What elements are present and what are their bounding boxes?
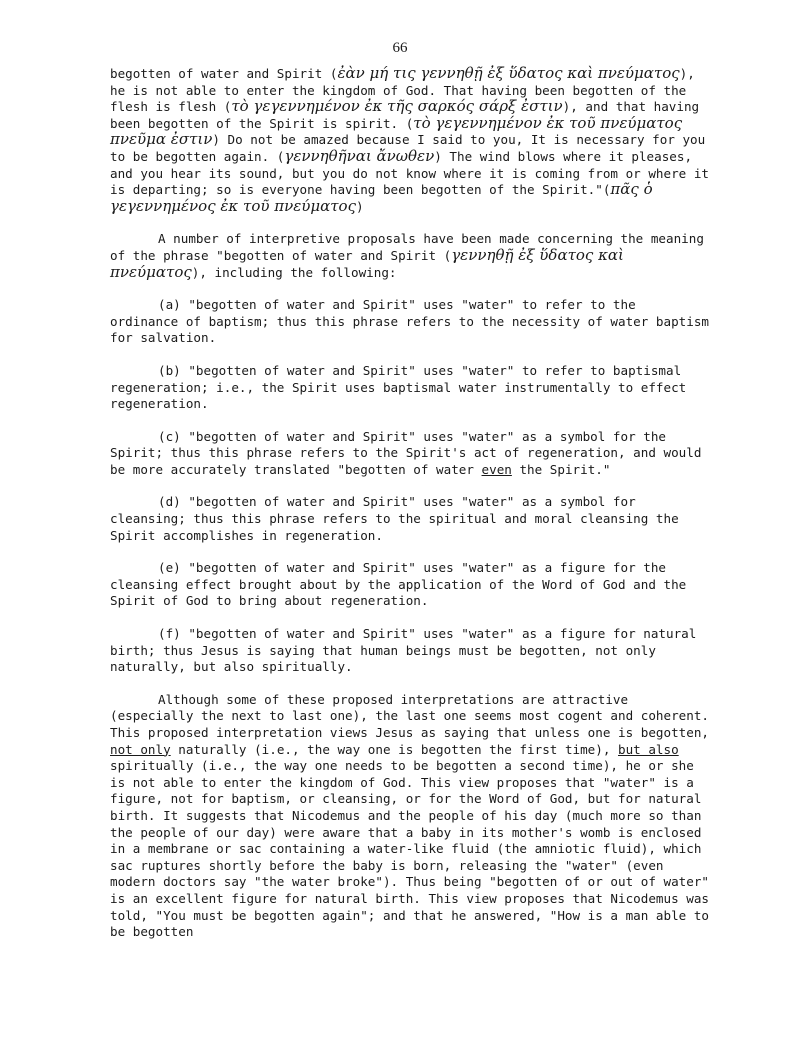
quote-text-4: ) Do not be amazed because I said to you, It is necessary for you to be begotten again. ( xyxy=(110,132,706,164)
quote-text-1: begotten of water and Spirit ( xyxy=(110,66,338,81)
underlined-but-also: but also xyxy=(618,741,679,757)
quote-text-3: ), and that having been begotten of the Spirit is spirit. ( xyxy=(110,99,700,131)
quote-text-2: ), he is not able to enter the kingdom of God. That having been begotten of the flesh is flesh ( xyxy=(110,66,695,115)
greek-phrase-5: πᾶς ὁ γεγεννημένος ἐκ τοῦ πνεύματος xyxy=(110,180,653,215)
proposal-f: (f) "begotten of water and Spirit" uses "water" as a figure for natural birth; thus Jesus is saying that human beings must be begotten, not only naturally, but also spiritually. xyxy=(110,626,697,675)
greek-phrase-2: τὸ γεγεννημένον ἐκ τῆς σαρκός σάρξ ἐστιν xyxy=(231,97,563,116)
proposal-d: (d) "begotten of water and Spirit" uses "water" as a symbol for cleansing; thus this phrase refers to the spiritual and moral cleansing the Spirit accomplishes in regeneration. xyxy=(110,494,679,543)
quotation-paragraph xyxy=(110,66,710,215)
conclusion-text-3: spiritually (i.e., the way one needs to be begotten a second time), he or she is not able to enter the kingdom of God. This view proposes that "water" is a figure, not for baptism, or cleansing, or for the Word of God, but for natural birth. It suggests that Nicodemus and the people of his day (much more so than the people of our day) were aware that a baby in its mother's womb is enclosed in a membrane or sac containing a water-like fluid (the amniotic fluid), which sac ruptures shortly before the baby is born, releasing the "water" (even modern doctors say "the water broke"). Thus being "begotten of or out of water" is an excellent figure for natural birth. This view proposes that Nicodemus was told, "You must be begotten again"; and that he answered, "How is a man able to be begotten xyxy=(110,758,709,940)
conclusion-paragraph xyxy=(110,692,710,941)
proposals-intro-paragraph xyxy=(110,231,710,281)
underlined-even: even xyxy=(481,461,512,477)
proposal-c-text-1: (c) "begotten of water and Spirit" uses "water" as a symbol for the Spirit; thus this phrase refers to the Spirit's act of regeneration, and would be more accurately translated "begotten of water xyxy=(110,428,702,477)
quote-text-5: ) The wind blows where it pleases, and you hear its sound, but you do not know where it is coming from or where it is departing; so is everyone having been begotten of the Spirit."( xyxy=(110,148,709,198)
greek-phrase-3: τὸ γεγεννημένον ἐκ τοῦ πνεύματος πνεῦμα ἐστιν xyxy=(110,113,683,149)
proposal-c-text-2: the Spirit." xyxy=(511,461,611,477)
proposal-b: (b) "begotten of water and Spirit" uses "water" to refer to baptismal regeneration; i.e., the Spirit uses baptismal water instrumentally to effect regeneration. xyxy=(110,362,687,412)
intro-text-2: ), including the following: xyxy=(191,264,397,280)
conclusion-text-2: naturally (i.e., the way one is begotten the first time), xyxy=(170,741,619,757)
underlined-not-only: not only xyxy=(110,741,171,757)
proposal-e: (e) "begotten of water and Spirit" uses "water" as a figure for the cleansing effect brought about by the application of the Word of God and the Spirit of God to bring about regeneration. xyxy=(110,560,687,609)
proposal-c xyxy=(110,429,710,479)
greek-phrase-1: ἐὰν μή τις γεννηθῇ ἐξ ὕδατος καὶ πνεύματος xyxy=(337,64,680,82)
quote-text-6: ) xyxy=(356,198,364,214)
page-number: 66 xyxy=(392,40,408,56)
conclusion-text-1: Although some of these proposed interpretations are attractive (especially the next to last one), the last one seems most cogent and coherent. This proposed interpretation views Jesus as saying that unless one is begotten, xyxy=(110,691,709,740)
page-body xyxy=(110,66,710,957)
greek-phrase-4: γεννηθῆναι ἄνωθεν xyxy=(284,146,435,165)
intro-greek-phrase: γεννηθῇ ἐξ ὕδατος καὶ πνεύματος xyxy=(110,245,624,281)
proposal-a: (a) "begotten of water and Spirit" uses "water" to refer to the ordinance of baptism; thus this phrase refers to the necessity of water baptism for salvation. xyxy=(110,297,709,346)
intro-text-1: A number of interpretive proposals have been made concerning the meaning of the phrase "begotten of water and Spirit ( xyxy=(110,231,704,263)
